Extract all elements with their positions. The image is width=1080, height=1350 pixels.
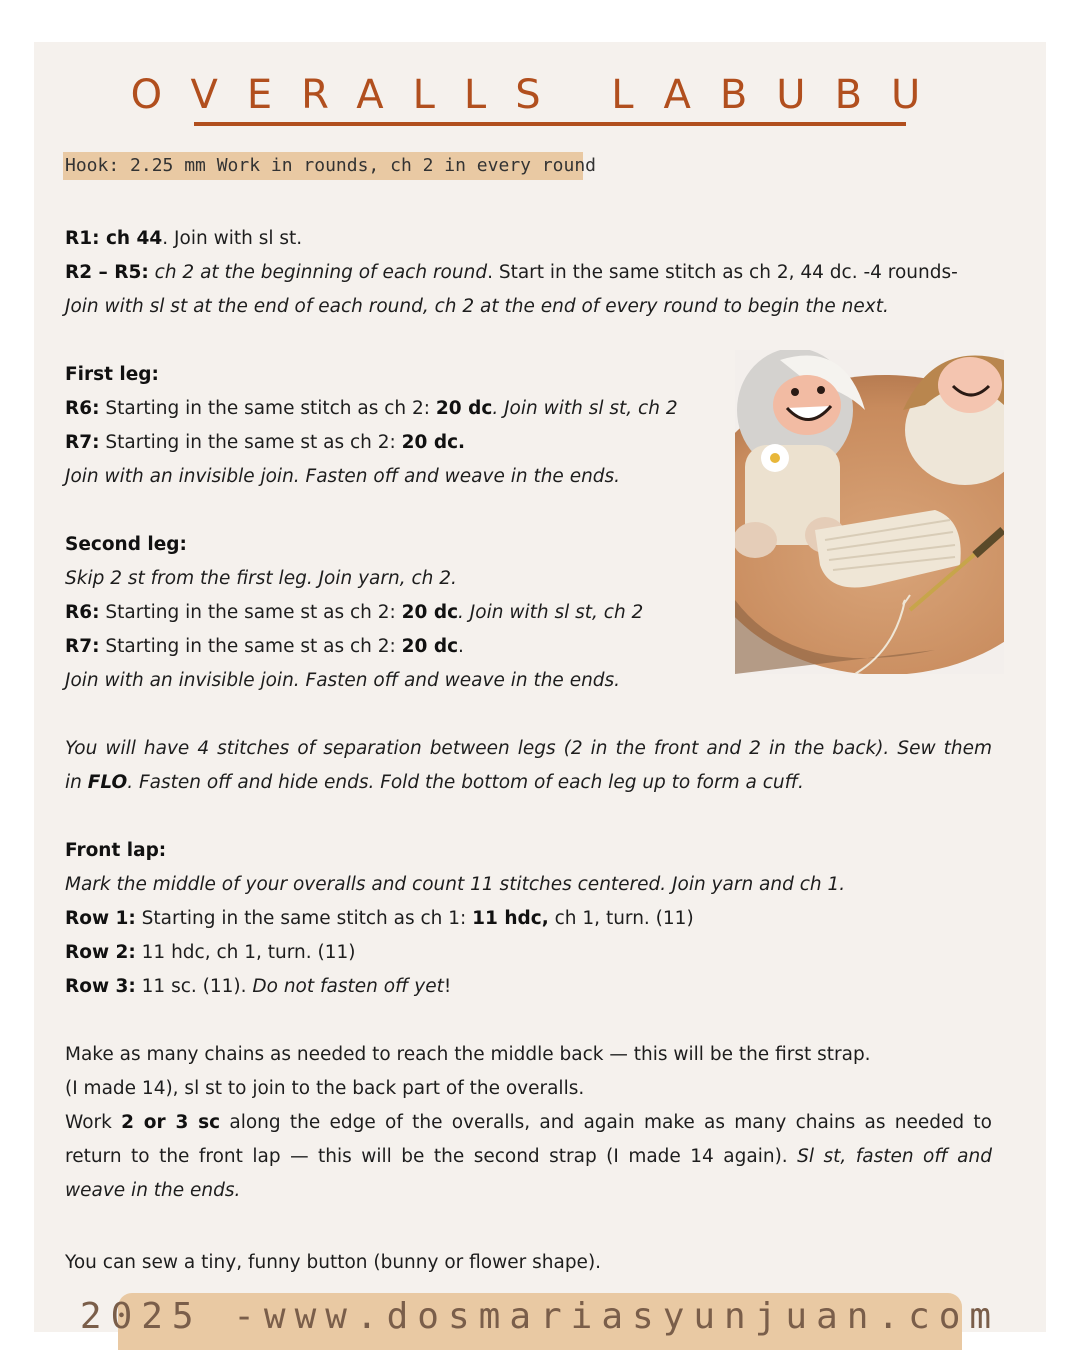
footer-website[interactable]: 2025 -www.dosmariasyunjuan.com xyxy=(79,1296,1001,1337)
first-leg-r6-bold: 20 dc xyxy=(435,398,493,419)
second-leg-heading xyxy=(65,528,187,562)
second-leg-finish xyxy=(65,664,620,698)
second-leg-r6-label: R6: xyxy=(65,602,100,623)
first-leg-r6-italic: . Join with sl st, ch 2 xyxy=(492,398,678,419)
row1-text: Starting in the same stitch as ch 1: xyxy=(135,908,473,929)
r2-text: . Start in the same stitch as ch 2, 44 dc. -4 rounds- xyxy=(487,262,958,283)
r1-text: . Join with sl st. xyxy=(162,228,303,249)
second-leg-r7 xyxy=(65,630,464,664)
straps-line3 xyxy=(65,1106,992,1140)
first-leg-r7 xyxy=(65,426,465,460)
front-lap-heading-text: Front lap: xyxy=(65,840,167,861)
straps-line1 xyxy=(65,1038,871,1072)
r2-italic: ch 2 at the beginning of each round xyxy=(148,262,488,283)
separation-line2-pre: in xyxy=(65,772,88,793)
row3-label: Row 3: xyxy=(65,976,136,997)
r2-label: R2 – R5: xyxy=(65,262,149,283)
second-leg-r7-bold: 20 dc xyxy=(401,636,459,657)
hook-note: Hook: 2.25 mm Work in rounds, ch 2 in every round xyxy=(63,152,583,180)
first-leg-r6-label: R6: xyxy=(65,398,100,419)
separation-line1 xyxy=(65,732,992,766)
title-underline xyxy=(194,122,906,126)
r2-line2-text: Join with sl st at the end of each round, ch 2 at the end of every round to begin the next. xyxy=(65,296,889,317)
second-leg-r7-text: Starting in the same st as ch 2: xyxy=(99,636,402,657)
row1-label: Row 1: xyxy=(65,908,136,929)
r2-line xyxy=(65,256,958,290)
second-leg-r7-end: . xyxy=(458,636,464,657)
straps-line2-text: (I made 14), sl st to join to the back part of the overalls. xyxy=(65,1078,585,1099)
row1-bold: 11 hdc, xyxy=(472,908,549,929)
first-leg-finish xyxy=(65,460,620,494)
front-lap-heading xyxy=(65,834,166,868)
straps-line5-text: weave in the ends. xyxy=(65,1180,241,1201)
row3-end: ! xyxy=(443,976,452,997)
separation-line2-post: . Fasten off and hide ends. Fold the bottom of each leg up to form a cuff. xyxy=(127,772,804,793)
second-leg-skip xyxy=(65,562,457,596)
straps-line1-text: Make as many chains as needed to reach the middle back — this will be the first strap. xyxy=(65,1044,871,1065)
straps-line2 xyxy=(65,1072,584,1106)
r2-line2 xyxy=(65,290,889,324)
second-leg-r6-text: Starting in the same st as ch 2: xyxy=(99,602,402,623)
straps-line4-text: return to the front lap — this will be the second strap (I made 14 again). xyxy=(65,1146,798,1167)
row3-italic: Do not fasten off yet xyxy=(252,976,444,997)
second-leg-heading-text: Second leg: xyxy=(65,534,187,555)
second-leg-r6-bold: 20 dc xyxy=(401,602,459,623)
front-lap-intro-text: Mark the middle of your overalls and count 11 stitches centered. Join yarn and ch 1. xyxy=(65,874,846,895)
front-lap-row1 xyxy=(65,902,694,936)
r1-label: R1: ch 44 xyxy=(65,228,163,249)
product-photo xyxy=(735,350,1004,674)
r1-line xyxy=(65,222,302,256)
front-lap-row3 xyxy=(65,970,451,1004)
button-note xyxy=(65,1246,601,1280)
first-leg-heading xyxy=(65,358,159,392)
straps-line4 xyxy=(65,1140,992,1174)
row2-label: Row 2: xyxy=(65,942,136,963)
second-leg-r7-label: R7: xyxy=(65,636,100,657)
first-leg-finish-text: Join with an invisible join. Fasten off and weave in the ends. xyxy=(65,466,621,487)
separation-line1-text: You will have 4 stitches of separation between legs (2 in the front and 2 in the back). Sew them xyxy=(65,738,992,759)
front-lap-row2 xyxy=(65,936,356,970)
straps-line4-italic: Sl st, fasten off and xyxy=(797,1146,992,1167)
first-leg-r6-text: Starting in the same stitch as ch 2: xyxy=(99,398,436,419)
first-leg-heading-text: First leg: xyxy=(65,364,159,385)
first-leg-r6 xyxy=(65,392,678,426)
second-leg-finish-text: Join with an invisible join. Fasten off and weave in the ends. xyxy=(65,670,621,691)
straps-line3-post: along the edge of the overalls, and again make as many chains as needed to xyxy=(220,1112,992,1133)
first-leg-r7-label: R7: xyxy=(65,432,100,453)
separation-flo: FLO xyxy=(87,772,128,793)
separation-line2 xyxy=(65,766,804,800)
second-leg-skip-text: Skip 2 st from the first leg. Join yarn, ch 2. xyxy=(65,568,457,589)
front-lap-intro xyxy=(65,868,845,902)
second-leg-r6 xyxy=(65,596,643,630)
straps-line5 xyxy=(65,1174,240,1208)
button-note-text: You can sew a tiny, funny button (bunny or flower shape). xyxy=(65,1252,602,1273)
row3-text: 11 sc. (11). xyxy=(135,976,253,997)
first-leg-r7-bold: 20 dc. xyxy=(401,432,466,453)
straps-line3-pre: Work xyxy=(65,1112,122,1133)
second-leg-r6-italic: . Join with sl st, ch 2 xyxy=(458,602,644,623)
page-title: OVERALLS LABUBU xyxy=(130,72,950,118)
row1-end: ch 1, turn. (11) xyxy=(548,908,694,929)
row2-text: 11 hdc, ch 1, turn. (11) xyxy=(135,942,356,963)
straps-line3-bold: 2 or 3 sc xyxy=(121,1112,221,1133)
product-photo-illustration xyxy=(735,350,1004,674)
first-leg-r7-text: Starting in the same st as ch 2: xyxy=(99,432,402,453)
